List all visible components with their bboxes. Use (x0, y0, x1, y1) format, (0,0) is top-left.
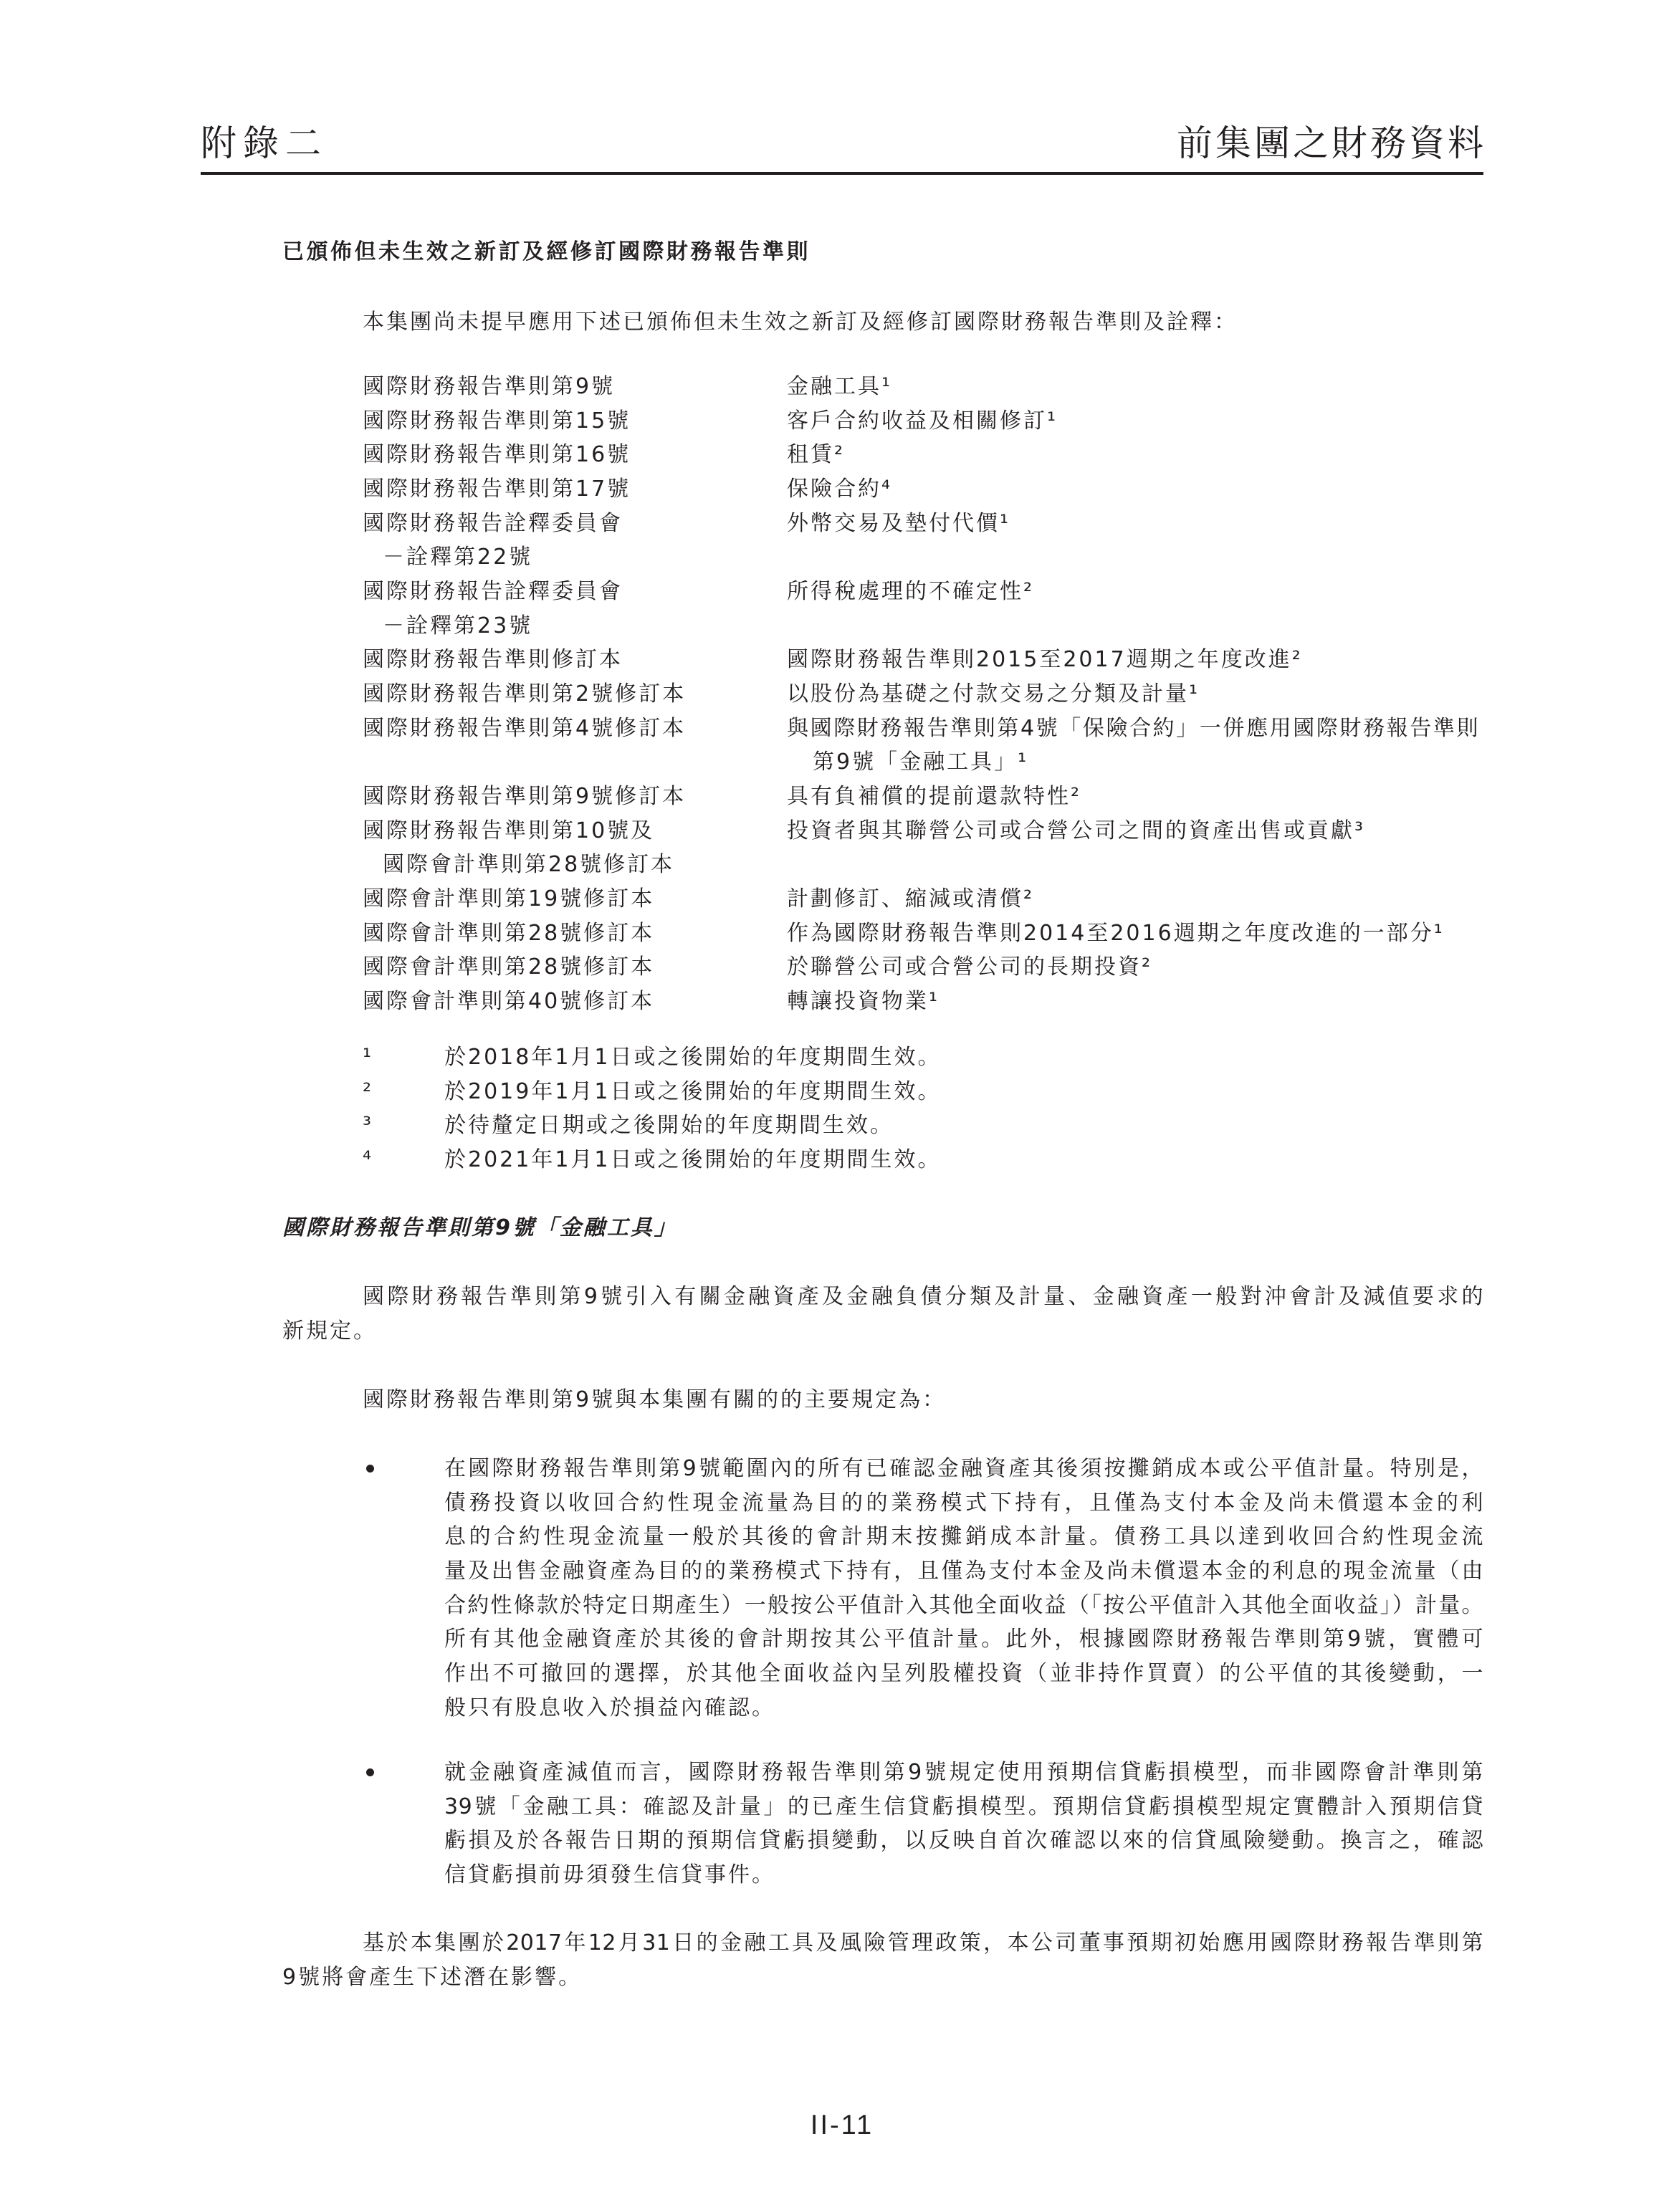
standard-title (787, 472, 1483, 507)
paragraph-line: 國際財務報告準則第9號引入有關金融資產及金融負債分類及計量、金融資產一般對沖會計及減值要求的 (363, 1284, 1483, 1309)
bullet-line: 債務投資以收回合約性現金流量為目的的業務模式下持有，且僅為支付本金及尚未償還本金的利 (444, 1490, 1483, 1516)
bullet-line: 般只有股息收入於損益內確認。 (444, 1695, 775, 1720)
footnote-marker: ³ (363, 1113, 372, 1139)
footnotes (363, 1040, 1483, 1177)
standard-title (787, 712, 1483, 780)
standard-name (363, 370, 787, 404)
standard-name-line: 國際財務報告準則第15號 (363, 408, 631, 434)
bullet-item (444, 1452, 1483, 1725)
standard-row (363, 814, 1483, 882)
overview-paragraph (282, 1280, 1483, 1348)
standard-name-line: 國際財務報告準則第9號修訂本 (363, 783, 687, 809)
standard-name-line: 國際財務報告詮釋委員會 (363, 578, 623, 604)
standard-row (363, 370, 1483, 404)
standard-name-line: 國際會計準則第28號修訂本 (363, 954, 655, 980)
bullet-line: 量及出售金融資產為目的的業務模式下持有，且僅為支付本金及尚未償還本金的利息的現金流量（由 (444, 1558, 1483, 1584)
standard-title (787, 677, 1483, 712)
standard-name (363, 780, 787, 814)
standard-row (363, 780, 1483, 814)
standard-name-line: －詮釋第22號 (383, 545, 533, 570)
header-rule (201, 172, 1483, 175)
bullet-line: 在國際財務報告準則第9號範圍內的所有已確認金融資產其後須按攤銷成本或公平值計量。特別是， (444, 1456, 1483, 1481)
subsection-heading: 國際財務報告準則第9號「金融工具」 (282, 1215, 678, 1240)
standard-title-line: 計劃修訂、縮減或清償² (787, 886, 1035, 911)
bullet-item (444, 1756, 1483, 1892)
standard-title-line: 以股份為基礎之付款交易之分類及計量¹ (787, 681, 1200, 707)
paragraph-line: 基於本集團於2017年12月31日的金融工具及風險管理政策，本公司董事預期初始應用國際財務報告準則第 (363, 1930, 1483, 1955)
standard-name (363, 814, 787, 882)
standard-title (787, 643, 1483, 677)
standard-name (363, 916, 787, 951)
standard-title-line: 作為國際財務報告準則2014至2016週期之年度改進的一部分¹ (787, 920, 1445, 946)
standard-title-line: 國際財務報告準則2015至2017週期之年度改進² (787, 647, 1303, 673)
standard-title (787, 575, 1483, 643)
standard-title (787, 507, 1483, 575)
standard-title-line: 具有負補償的提前還款特性² (787, 783, 1082, 809)
standard-title-line: 所得稅處理的不確定性² (787, 578, 1035, 604)
standard-title-line: 轉讓投資物業¹ (787, 988, 940, 1014)
page-number: II-11 (810, 2110, 874, 2140)
bullet-icon (366, 1465, 374, 1473)
standard-name-line: 國際財務報告準則第17號 (363, 476, 631, 502)
bullet-line: 虧損及於各報告日期的預期信貸虧損變動，以反映自首次確認以來的信貸風險變動。換言之，確認 (444, 1828, 1483, 1854)
bullet-line: 39號「金融工具：確認及計量」的已產生信貸虧損模型。預期信貸虧損模型規定實體計入預期信貸 (444, 1794, 1483, 1819)
standard-name (363, 438, 787, 472)
standard-name-line: 國際財務報告準則第16號 (363, 442, 631, 468)
standard-title (787, 882, 1483, 916)
standard-title-line: 外幣交易及墊付代價¹ (787, 510, 1011, 536)
footnote-text: 於2019年1月1日或之後開始的年度期間生效。 (444, 1078, 942, 1104)
standard-name-line: 國際財務報告準則第4號修訂本 (363, 715, 687, 741)
standard-title (787, 814, 1483, 882)
standard-title-line: 第9號「金融工具」¹ (813, 750, 1029, 775)
footnote (363, 1040, 1483, 1075)
standards-table (363, 370, 1483, 1018)
standard-title-line: 於聯營公司或合營公司的長期投資² (787, 954, 1153, 980)
standard-name-line: 國際財務報告準則第2號修訂本 (363, 681, 687, 707)
standard-row (363, 677, 1483, 712)
standard-name-line: 國際會計準則第28號修訂本 (363, 920, 655, 946)
standard-name (363, 575, 787, 643)
standard-row (363, 404, 1483, 439)
bullet-line: 所有其他金融資產於其後的會計期按其公平值計量。此外，根據國際財務報告準則第9號，實體可 (444, 1627, 1483, 1652)
standard-title-line: 投資者與其聯營公司或合營公司之間的資產出售或貢獻³ (787, 818, 1366, 843)
bullet-line: 息的合約性現金流量一般於其後的會計期末按攤銷成本計量。債務工具以達到收回合約性現金流 (444, 1524, 1483, 1550)
standard-row (363, 575, 1483, 643)
standard-name (363, 643, 787, 677)
footnote-marker: ¹ (363, 1045, 372, 1070)
standard-name (363, 472, 787, 507)
footnote (363, 1075, 1483, 1109)
standard-title-line: 保險合約⁴ (787, 476, 893, 502)
standard-title (787, 370, 1483, 404)
requirements-lead: 國際財務報告準則第9號與本集團有關的的主要規定為： (363, 1387, 947, 1412)
standard-title (787, 404, 1483, 439)
paragraph-line: 新規定。 (282, 1318, 377, 1344)
page-header (201, 120, 1486, 166)
standard-name-line: 國際財務報告準則修訂本 (363, 647, 623, 673)
standard-name (363, 985, 787, 1019)
footnote-text: 於2021年1月1日或之後開始的年度期間生效。 (444, 1146, 942, 1172)
footnote-text: 於待釐定日期或之後開始的年度期間生效。 (444, 1113, 894, 1139)
standard-name (363, 507, 787, 575)
standard-row (363, 985, 1483, 1019)
standard-name-line: 國際財務報告詮釋委員會 (363, 510, 623, 536)
standard-title (787, 985, 1483, 1019)
bullet-line: 就金融資產減值而言，國際財務報告準則第9號規定使用預期信貸虧損模型，而非國際會計準則第 (444, 1760, 1483, 1785)
header-title: 前集團之財務資料 (1177, 123, 1486, 164)
standard-name-line: 國際會計準則第40號修訂本 (363, 988, 655, 1014)
standard-name (363, 677, 787, 712)
bullet-icon (366, 1768, 374, 1776)
standard-row (363, 438, 1483, 472)
standard-name (363, 404, 787, 439)
standard-name (363, 950, 787, 985)
footnote (363, 1109, 1483, 1143)
standard-row (363, 472, 1483, 507)
standard-name (363, 882, 787, 916)
section-heading: 已頒佈但未生效之新訂及經修訂國際財務報告準則 (282, 239, 811, 264)
bullet-line: 信貸虧損前毋須發生信貸事件。 (444, 1862, 775, 1887)
standard-row (363, 507, 1483, 575)
standard-name (363, 712, 787, 780)
standard-name-line: 國際財務報告準則第9號 (363, 374, 616, 399)
intro-paragraph: 本集團尚未提早應用下述已頒佈但未生效之新訂及經修訂國際財務報告準則及詮釋： (363, 310, 1238, 335)
standard-title (787, 780, 1483, 814)
footnote-text: 於2018年1月1日或之後開始的年度期間生效。 (444, 1045, 942, 1070)
standard-title (787, 950, 1483, 985)
footnote (363, 1143, 1483, 1177)
standard-name-line: 國際會計準則第28號修訂本 (383, 852, 675, 878)
standard-title (787, 438, 1483, 472)
appendix-label: 附錄二 (201, 123, 328, 164)
footnote-marker: ⁴ (363, 1146, 372, 1172)
standard-title-line: 租賃² (787, 442, 846, 468)
bullet-line: 合約性條款於特定日期產生）一般按公平值計入其他全面收益（「按公平值計入其他全面收益」）計量。 (444, 1592, 1483, 1618)
bullet-line: 作出不可撤回的選擇，於其他全面收益內呈列股權投資（並非持作買賣）的公平值的其後變動，一 (444, 1660, 1483, 1686)
standard-name-line: 國際會計準則第19號修訂本 (363, 886, 655, 911)
standard-title-line: 與國際財務報告準則第4號「保險合約」一併應用國際財務報告準則 (787, 715, 1481, 741)
standard-title (787, 916, 1483, 951)
closing-paragraph (282, 1926, 1483, 1994)
standard-name-line: －詮釋第23號 (383, 613, 533, 638)
standard-row (363, 950, 1483, 985)
standard-name-line: 國際財務報告準則第10號及 (363, 818, 655, 843)
paragraph-line: 9號將會產生下述潛在影響。 (282, 1964, 583, 1990)
standard-row (363, 712, 1483, 780)
standard-row (363, 643, 1483, 677)
footnote-marker: ² (363, 1078, 372, 1104)
standard-row (363, 882, 1483, 916)
standard-title-line: 客戶合約收益及相關修訂¹ (787, 408, 1058, 434)
standard-row (363, 916, 1483, 951)
standard-title-line: 金融工具¹ (787, 374, 893, 399)
